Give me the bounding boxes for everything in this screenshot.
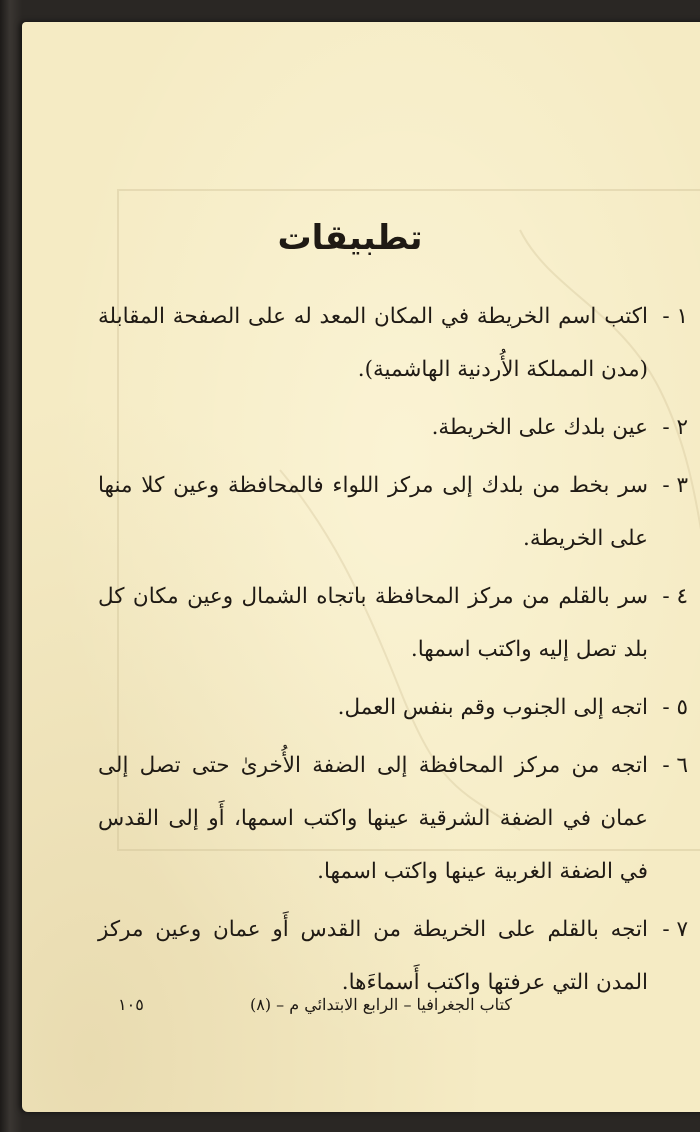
exercise-item	[98, 681, 688, 734]
exercise-text: سر بخط من بلدك إلى مركز اللواء فالمحافظة وعين كلا منها على الخريطة.	[98, 473, 648, 551]
book-footer: كتاب الجغرافيا – الرابع الابتدائي م – (٨)	[249, 995, 512, 1014]
page-title: تطبيقات	[277, 217, 423, 258]
exercise-item	[98, 570, 688, 676]
exercise-text: اتجه من مركز المحافظة إلى الضفة الأُخرىٰ حتى تصل إلى عمان في الضفة الشرقية عينها واكتب اسمها، أَو إلى القدس في الضفة الغربية عينها واكتب اسمها.	[98, 753, 648, 884]
exercise-text: اكتب اسم الخريطة في المكان المعد له على الصفحة المقابلة (مدن المملكة الأُردنية الهاشمية).	[98, 304, 648, 382]
exercise-number: ٥ -	[662, 695, 688, 720]
page-number: ١٠٥	[118, 995, 144, 1014]
exercise-text: عين بلدك على الخريطة.	[431, 415, 648, 440]
exercise-number: ٣ -	[662, 473, 688, 498]
exercise-number: ٦ -	[662, 753, 688, 778]
exercise-item	[98, 739, 688, 898]
exercise-item	[98, 290, 688, 396]
exercise-item	[98, 401, 688, 454]
exercise-number: ٤ -	[662, 584, 688, 609]
exercise-text: اتجه بالقلم على الخريطة من القدس أَو عمان وعين مركز المدن التي عرفتها واكتب أَسماءَها.	[98, 917, 648, 995]
exercise-number: ٢ -	[662, 415, 688, 440]
exercise-list	[98, 290, 688, 1014]
exercise-number: ١ -	[662, 304, 688, 329]
exercise-item	[98, 459, 688, 565]
exercise-item	[98, 903, 688, 1009]
exercise-text: سر بالقلم من مركز المحافظة باتجاه الشمال وعين مكان كل بلد تصل إليه واكتب اسمها.	[98, 584, 648, 662]
exercise-text: اتجه إلى الجنوب وقم بنفس العمل.	[337, 695, 648, 720]
exercise-number: ٧ -	[662, 917, 688, 942]
